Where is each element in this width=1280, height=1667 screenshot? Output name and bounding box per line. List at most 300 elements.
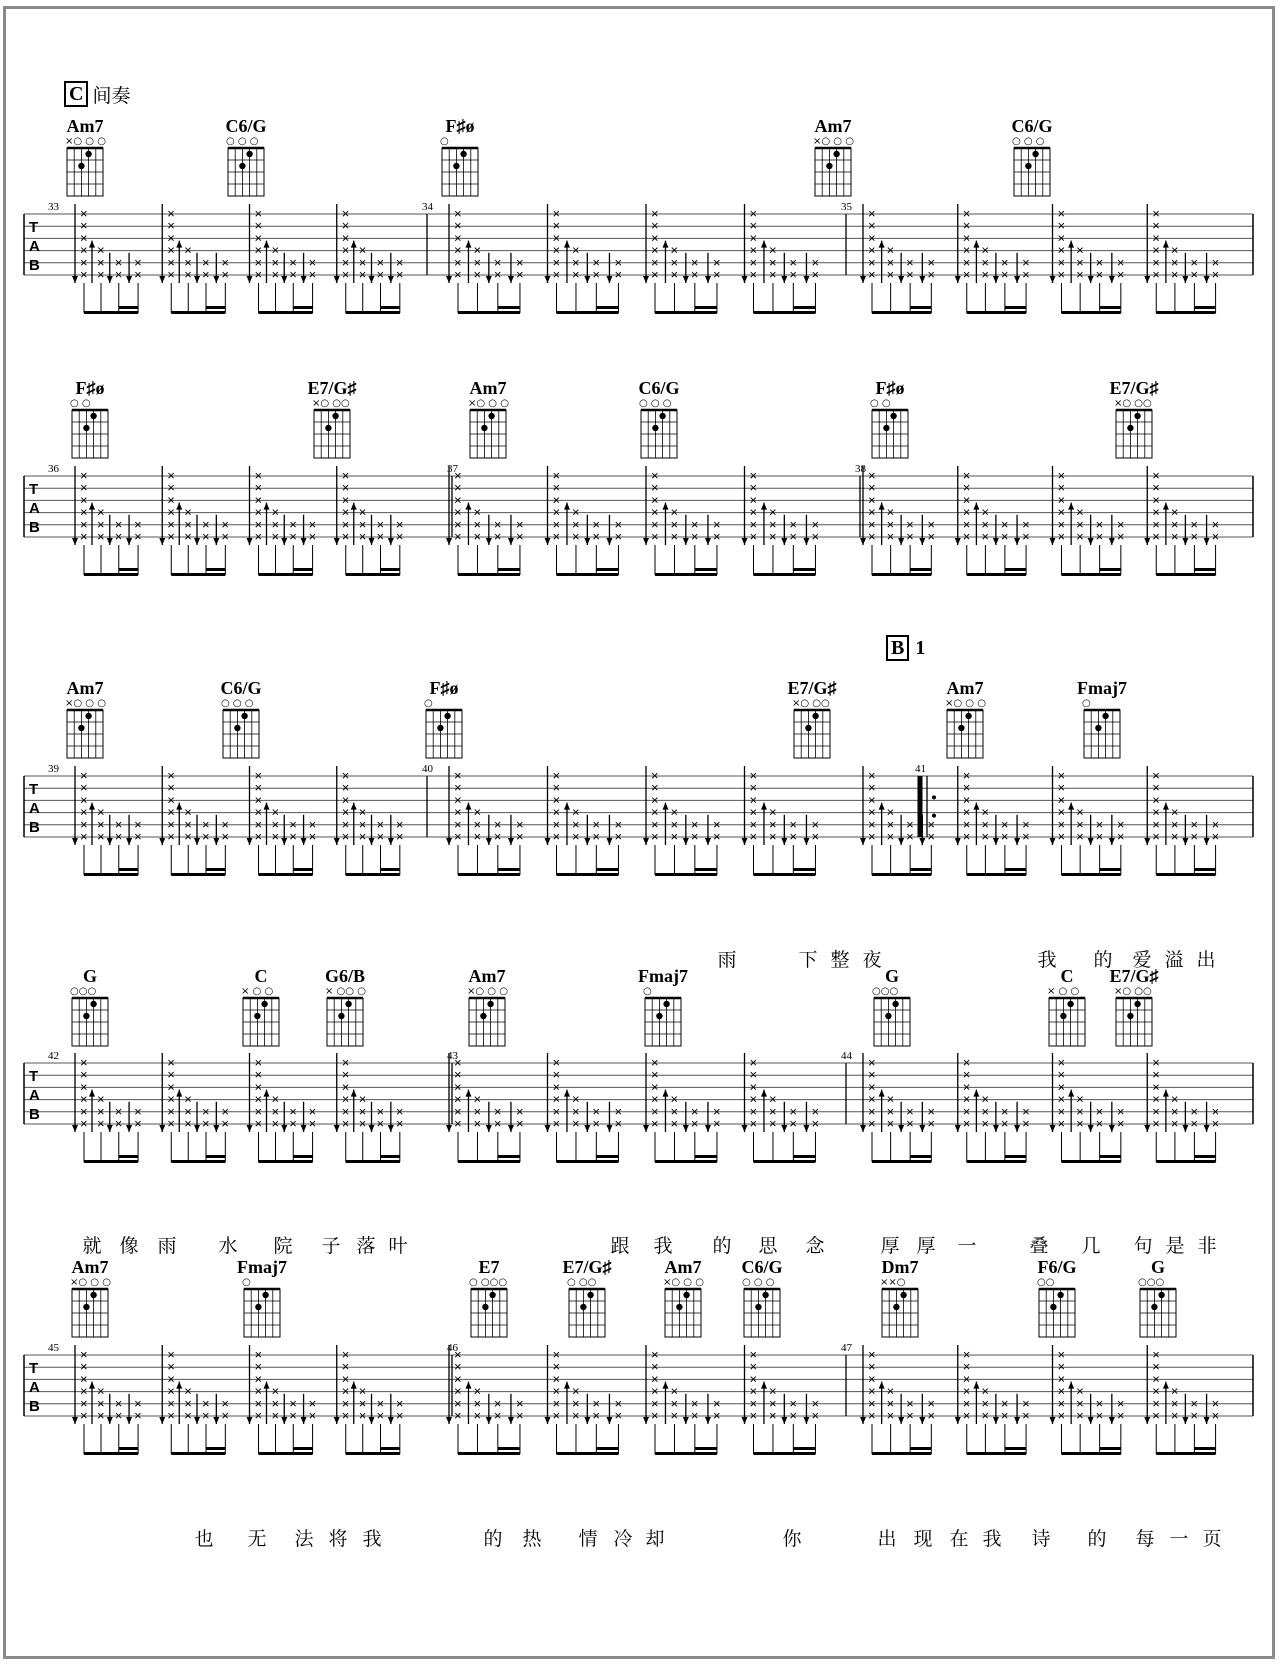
x-mark: × xyxy=(454,780,462,796)
x-mark: × xyxy=(515,1395,524,1411)
x-mark: × xyxy=(376,829,385,844)
strum-column xyxy=(369,1394,385,1454)
x-mark: × xyxy=(184,529,192,544)
x-mark: × xyxy=(80,1347,88,1362)
x-mark: × xyxy=(1190,516,1198,532)
x-mark: × xyxy=(254,504,263,520)
strum-arrowhead xyxy=(584,538,590,545)
section-c-marker: C xyxy=(64,81,88,107)
strum-arrowhead xyxy=(662,1090,668,1097)
x-mark: × xyxy=(1190,1395,1198,1411)
x-mark: × xyxy=(571,829,580,844)
chord-diagram xyxy=(870,378,908,458)
strum-arrowhead xyxy=(72,1125,78,1132)
x-mark: × xyxy=(167,816,175,832)
strum-arrowhead xyxy=(705,1417,711,1424)
x-mark: × xyxy=(868,829,876,844)
strum-arrowhead xyxy=(388,538,394,545)
x-mark: × xyxy=(308,1116,317,1131)
tab-system xyxy=(24,678,1253,971)
strum-column xyxy=(1050,204,1066,313)
beam-sixteenth xyxy=(498,568,520,571)
strum-arrowhead xyxy=(919,1417,925,1424)
x-mark: × xyxy=(981,1103,989,1119)
x-mark: × xyxy=(1057,242,1066,258)
x-mark: × xyxy=(1152,1347,1160,1362)
strum-arrowhead xyxy=(860,1417,866,1424)
x-mark: × xyxy=(670,529,679,544)
x-mark: × xyxy=(906,1103,914,1119)
lyric-char: 情 xyxy=(578,1528,598,1550)
x-mark: × xyxy=(670,1395,679,1411)
strum-column xyxy=(388,253,404,313)
x-mark: × xyxy=(358,804,367,820)
x-mark: × xyxy=(515,1103,524,1119)
strum-arrowhead xyxy=(1014,838,1020,845)
strum-arrowhead xyxy=(176,803,182,810)
x-mark: × xyxy=(651,816,659,832)
strum-column xyxy=(351,241,367,313)
x-mark: × xyxy=(1000,829,1009,844)
x-mark: × xyxy=(1076,1408,1084,1423)
beam xyxy=(84,573,138,576)
open-string-markers: ○ ○ ○ xyxy=(639,398,672,409)
x-mark: × xyxy=(358,829,367,844)
x-mark: × xyxy=(254,768,263,783)
x-mark: × xyxy=(962,1116,971,1131)
x-mark: × xyxy=(962,480,971,496)
strum-column xyxy=(781,253,797,313)
strum-column xyxy=(334,466,350,575)
strum-arrowhead xyxy=(564,1382,570,1389)
strum-arrowhead xyxy=(107,1417,113,1424)
strum-column xyxy=(761,503,777,575)
x-mark: × xyxy=(254,1103,263,1119)
strum-column xyxy=(263,1090,279,1162)
beam-sixteenth xyxy=(1100,306,1121,309)
strum-column xyxy=(1014,253,1030,313)
strum-arrowhead xyxy=(213,1417,219,1424)
x-mark: × xyxy=(670,516,679,532)
measure-number: 44 xyxy=(841,1050,852,1062)
strum-arrowhead xyxy=(898,838,904,845)
x-mark: × xyxy=(96,529,105,544)
strum-column xyxy=(194,815,210,875)
finger-dot xyxy=(1067,1001,1073,1007)
chord-diagram xyxy=(225,116,266,196)
strum-arrowhead xyxy=(446,1125,452,1132)
finger-dot xyxy=(1127,1013,1133,1019)
strum-arrowhead xyxy=(263,1090,269,1097)
strum-column xyxy=(351,803,367,875)
lyric-char: 夜 xyxy=(862,949,882,971)
strum-column xyxy=(1050,1053,1066,1162)
strum-column xyxy=(1014,515,1030,575)
finger-dot xyxy=(83,1013,89,1019)
x-mark: × xyxy=(927,254,935,270)
beam xyxy=(967,573,1026,576)
x-mark: × xyxy=(1057,492,1066,508)
strum-arrowhead xyxy=(898,1417,904,1424)
chord-diagram xyxy=(70,1257,111,1337)
chord-name: E7 xyxy=(478,1257,500,1277)
x-mark: × xyxy=(712,816,721,832)
x-mark: × xyxy=(962,1408,971,1423)
x-mark: × xyxy=(254,1371,263,1387)
x-mark: × xyxy=(1000,267,1009,282)
strum-arrowhead xyxy=(446,1417,452,1424)
strum-column xyxy=(545,466,561,575)
x-mark: × xyxy=(868,816,876,832)
beam xyxy=(754,573,816,576)
strum-arrowhead xyxy=(281,838,287,845)
strum-column xyxy=(72,204,88,313)
strum-column xyxy=(334,1345,350,1454)
x-mark: × xyxy=(167,1383,175,1399)
x-mark: × xyxy=(473,816,482,832)
strum-arrowhead xyxy=(761,1382,767,1389)
strum-arrowhead xyxy=(1182,1125,1188,1132)
strum-arrowhead xyxy=(89,1090,95,1097)
x-mark: × xyxy=(690,1395,699,1411)
x-mark: × xyxy=(1170,254,1179,270)
x-mark: × xyxy=(1116,816,1125,832)
x-mark: × xyxy=(493,1408,502,1423)
strum-column xyxy=(662,1382,678,1454)
x-mark: × xyxy=(454,1347,462,1362)
finger-dot xyxy=(1127,425,1133,431)
x-mark: × xyxy=(962,206,971,221)
open-string-markers: ×○ ○ ○ xyxy=(663,1277,704,1288)
finger-dot xyxy=(78,725,84,731)
strum-arrowhead xyxy=(72,1417,78,1424)
strum-arrowhead xyxy=(465,1382,471,1389)
x-mark: × xyxy=(768,254,777,270)
x-mark: × xyxy=(1095,1408,1104,1423)
strum-column xyxy=(803,253,819,313)
finger-dot xyxy=(890,413,896,419)
x-mark: × xyxy=(221,816,229,832)
x-mark: × xyxy=(1057,529,1066,544)
strum-column xyxy=(919,515,935,575)
beam-sixteenth xyxy=(910,568,931,571)
chord-diagram xyxy=(1077,678,1127,758)
chord-diagram xyxy=(813,116,854,196)
x-mark: × xyxy=(1152,1103,1160,1119)
x-mark: × xyxy=(1211,829,1220,844)
x-mark: × xyxy=(473,267,482,282)
x-mark: × xyxy=(1076,504,1084,520)
x-mark: × xyxy=(341,1116,350,1131)
strum-column xyxy=(683,815,699,875)
x-mark: × xyxy=(962,1091,971,1107)
lyric-char: 下 xyxy=(798,949,818,971)
x-mark: × xyxy=(712,829,721,844)
strum-column xyxy=(973,803,989,875)
strum-column xyxy=(465,1090,481,1162)
x-mark: × xyxy=(167,1103,175,1119)
strum-arrowhead xyxy=(159,1125,165,1132)
strum-column xyxy=(606,253,622,313)
finger-dot xyxy=(246,151,252,157)
x-mark: × xyxy=(1057,1091,1066,1107)
strum-arrowhead xyxy=(126,538,132,545)
open-string-markers: ○ ○ xyxy=(70,398,91,409)
beam xyxy=(259,573,313,576)
x-mark: × xyxy=(254,230,263,246)
strum-arrowhead xyxy=(465,803,471,810)
x-mark: × xyxy=(254,206,263,221)
x-mark: × xyxy=(376,516,385,532)
measure-number: 37 xyxy=(447,463,458,475)
x-mark: × xyxy=(167,206,175,221)
measure-number: 46 xyxy=(447,1342,458,1354)
strum-arrowhead xyxy=(213,1125,219,1132)
strum-column xyxy=(263,803,279,875)
beam-sixteenth xyxy=(293,306,312,309)
strum-column xyxy=(159,466,175,575)
x-mark: × xyxy=(868,1395,876,1411)
lyric-char: 在 xyxy=(949,1528,969,1550)
x-mark: × xyxy=(749,492,758,508)
x-mark: × xyxy=(395,816,404,832)
strum-column xyxy=(159,204,175,313)
beam-sixteenth xyxy=(206,1447,225,1450)
x-mark: × xyxy=(651,1359,659,1375)
x-mark: × xyxy=(96,267,105,282)
strum-column xyxy=(683,253,699,313)
x-mark: × xyxy=(341,206,350,221)
x-mark: × xyxy=(80,468,88,483)
strum-arrowhead xyxy=(301,1125,307,1132)
finger-dot xyxy=(762,1292,768,1298)
measure-number: 47 xyxy=(841,1342,852,1354)
tab-clef-letter: T xyxy=(29,219,39,236)
strum-arrowhead xyxy=(860,538,866,545)
x-mark: × xyxy=(552,1091,561,1107)
strum-arrowhead xyxy=(879,1382,885,1389)
x-mark: × xyxy=(651,1383,659,1399)
strum-column xyxy=(860,1345,876,1454)
x-mark: × xyxy=(1170,267,1179,282)
x-mark: × xyxy=(358,516,367,532)
x-mark: × xyxy=(167,504,175,520)
strum-column xyxy=(761,803,777,875)
chord-name: Am7 xyxy=(946,678,984,698)
finger-dot xyxy=(883,425,889,431)
strum-column xyxy=(351,1382,367,1454)
x-mark: × xyxy=(289,1408,297,1423)
strum-column xyxy=(898,1102,914,1162)
x-mark: × xyxy=(1095,829,1104,844)
beam-sixteenth xyxy=(793,306,815,309)
x-mark: × xyxy=(886,1116,895,1131)
x-mark: × xyxy=(395,1116,404,1131)
x-mark: × xyxy=(811,267,820,282)
chord-diagram xyxy=(1109,966,1158,1046)
x-mark: × xyxy=(1076,529,1084,544)
tab-system xyxy=(24,1257,1253,1550)
open-string-markers: ○ xyxy=(424,698,433,709)
strum-column xyxy=(281,1102,297,1162)
x-mark: × xyxy=(768,1103,777,1119)
x-mark: × xyxy=(254,1055,263,1070)
x-mark: × xyxy=(868,1103,876,1119)
x-mark: × xyxy=(651,529,659,544)
strum-arrowhead xyxy=(1014,1125,1020,1132)
x-mark: × xyxy=(184,504,192,520)
finger-dot xyxy=(893,1304,899,1310)
strum-column xyxy=(705,815,721,875)
lyric-char: 思 xyxy=(758,1235,778,1257)
tab-system xyxy=(24,966,1253,1257)
x-mark: × xyxy=(358,1383,367,1399)
x-mark: × xyxy=(1211,1116,1220,1131)
x-mark: × xyxy=(868,1371,876,1387)
x-mark: × xyxy=(254,1067,263,1083)
x-mark: × xyxy=(341,1079,350,1095)
lyric-char: 子 xyxy=(321,1235,341,1257)
x-mark: × xyxy=(670,804,679,820)
x-mark: × xyxy=(1057,1055,1066,1070)
beam-sixteenth xyxy=(1194,1447,1215,1450)
beam xyxy=(171,1160,225,1163)
strum-column xyxy=(584,1102,600,1162)
x-mark: × xyxy=(670,242,679,258)
x-mark: × xyxy=(473,1395,482,1411)
x-mark: × xyxy=(515,529,524,544)
lyric-char: 几 xyxy=(1081,1235,1101,1257)
x-mark: × xyxy=(341,1347,350,1362)
strum-arrowhead xyxy=(388,1417,394,1424)
strum-column xyxy=(584,253,600,313)
strum-column xyxy=(1068,241,1084,313)
measure-number: 34 xyxy=(422,201,433,213)
strum-arrowhead xyxy=(465,503,471,510)
x-mark: × xyxy=(358,1103,367,1119)
x-mark: × xyxy=(670,1408,679,1423)
strum-column xyxy=(781,1394,797,1454)
x-mark: × xyxy=(981,816,989,832)
chord-name: Fmaj7 xyxy=(1077,678,1127,698)
x-mark: × xyxy=(749,1116,758,1131)
x-mark: × xyxy=(886,1383,895,1399)
chord-diagram xyxy=(1109,378,1158,458)
x-mark: × xyxy=(981,529,989,544)
x-mark: × xyxy=(454,242,462,258)
strum-column xyxy=(879,503,895,575)
strum-column xyxy=(301,1102,317,1162)
x-mark: × xyxy=(96,816,105,832)
x-mark: × xyxy=(811,1408,820,1423)
x-mark: × xyxy=(184,829,192,844)
x-mark: × xyxy=(254,829,263,844)
x-mark: × xyxy=(454,504,462,520)
x-mark: × xyxy=(289,1395,297,1411)
chord-diagram xyxy=(562,1257,611,1337)
measure-number: 40 xyxy=(422,763,433,775)
x-mark: × xyxy=(1152,267,1160,282)
beam xyxy=(655,573,717,576)
strum-column xyxy=(213,253,229,313)
x-mark: × xyxy=(80,1408,88,1423)
strum-column xyxy=(919,1102,935,1162)
x-mark: × xyxy=(868,468,876,483)
x-mark: × xyxy=(1116,254,1125,270)
x-mark: × xyxy=(184,254,192,270)
chord-diagram xyxy=(65,116,106,196)
strum-column xyxy=(643,1345,659,1454)
lyric-char: 冷 xyxy=(613,1528,633,1550)
x-mark: × xyxy=(1211,1103,1220,1119)
finger-dot xyxy=(453,163,459,169)
strum-column xyxy=(369,253,385,313)
x-mark: × xyxy=(651,1079,659,1095)
x-mark: × xyxy=(981,1116,989,1131)
strum-column xyxy=(465,503,481,575)
lyric-char: 无 xyxy=(247,1528,267,1550)
x-mark: × xyxy=(134,816,142,832)
strum-arrowhead xyxy=(584,276,590,283)
x-mark: × xyxy=(167,529,175,544)
x-mark: × xyxy=(202,829,210,844)
strum-arrowhead xyxy=(89,803,95,810)
x-mark: × xyxy=(552,1103,561,1119)
strum-column xyxy=(584,815,600,875)
x-mark: × xyxy=(868,1347,876,1362)
x-mark: × xyxy=(962,468,971,483)
x-mark: × xyxy=(473,1116,482,1131)
lyric-char: 你 xyxy=(782,1528,802,1550)
strum-arrowhead xyxy=(606,538,612,545)
strum-column xyxy=(446,1345,462,1454)
strum-arrowhead xyxy=(176,503,182,510)
strum-arrowhead xyxy=(705,1125,711,1132)
strum-arrowhead xyxy=(334,1125,340,1132)
strum-arrowhead xyxy=(545,538,551,545)
strum-column xyxy=(1163,1382,1179,1454)
x-mark: × xyxy=(167,1371,175,1387)
strum-arrowhead xyxy=(919,838,925,845)
chord-diagram xyxy=(880,1257,919,1337)
strum-arrowhead xyxy=(107,276,113,283)
x-mark: × xyxy=(515,1408,524,1423)
strum-column xyxy=(860,204,876,313)
strum-arrowhead xyxy=(683,538,689,545)
x-mark: × xyxy=(1022,829,1030,844)
finger-dot xyxy=(338,1013,344,1019)
open-string-markers: ○ xyxy=(643,986,652,997)
x-mark: × xyxy=(1000,1103,1009,1119)
x-mark: × xyxy=(80,1116,88,1131)
x-mark: × xyxy=(167,480,175,496)
strum-column xyxy=(879,803,895,875)
lyric-char: 厚 xyxy=(880,1235,900,1257)
x-mark: × xyxy=(749,242,758,258)
x-mark: × xyxy=(271,816,280,832)
strum-arrowhead xyxy=(742,1417,748,1424)
strum-arrowhead xyxy=(545,276,551,283)
lyric-char: 句 xyxy=(1133,1235,1153,1257)
x-mark: × xyxy=(1190,829,1198,844)
open-string-markers: ○ ○ xyxy=(870,398,891,409)
chord-diagram xyxy=(1047,966,1085,1046)
lyric-char: 现 xyxy=(913,1528,933,1550)
strum-column xyxy=(898,815,914,875)
strum-arrowhead xyxy=(351,1090,357,1097)
open-string-markers: ×○ ○ ○ xyxy=(945,698,986,709)
x-mark: × xyxy=(271,1395,280,1411)
